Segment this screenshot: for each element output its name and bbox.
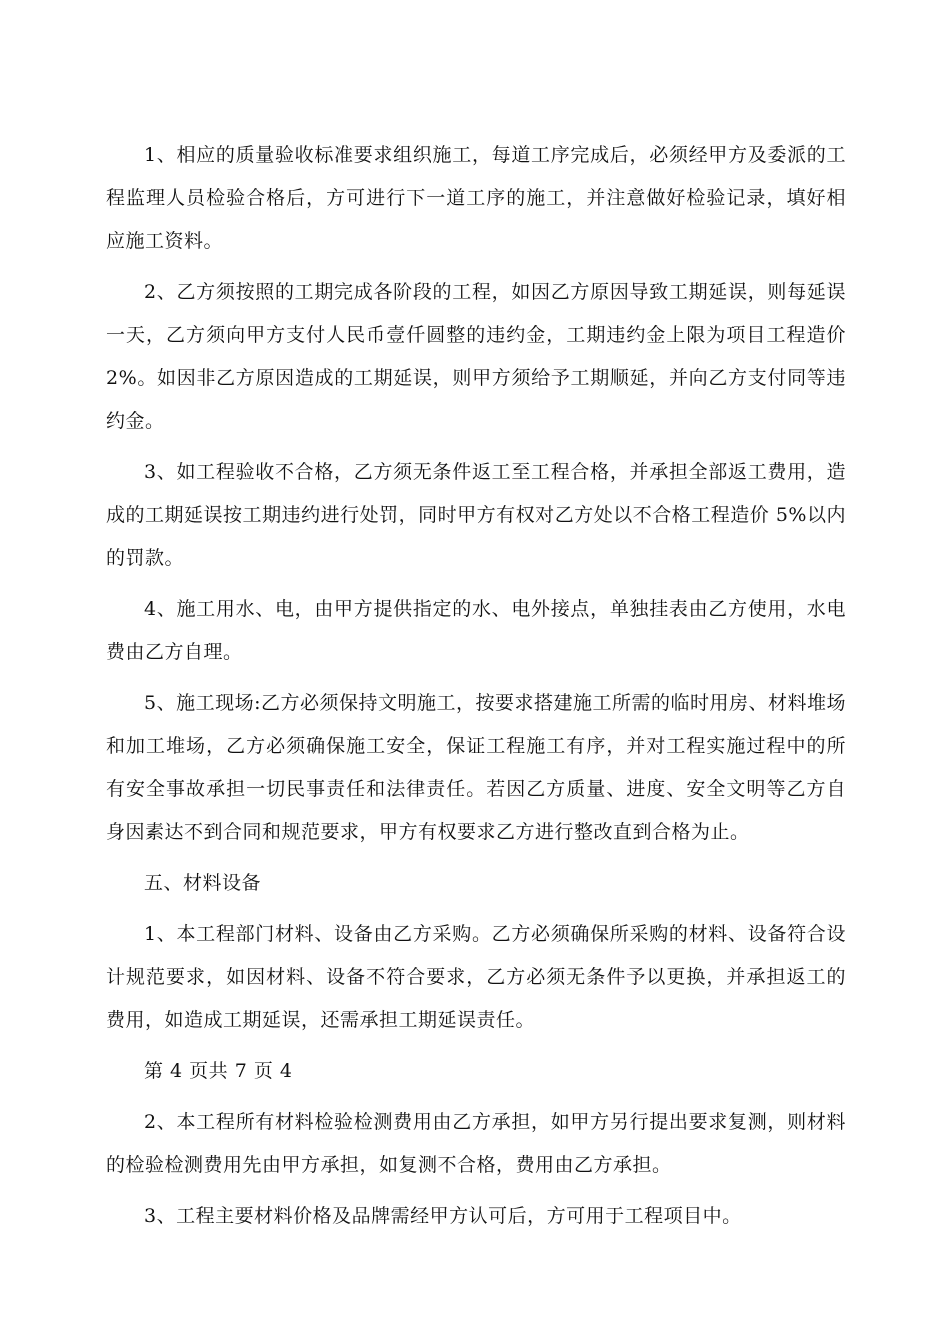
- paragraph-clause-2-schedule-penalty: 2、乙方须按照的工期完成各阶段的工程，如因乙方原因导致工期延误，则每延误一天，乙方须向甲方支付人民币壹仟圆整的违约金，工期违约金上限为项目工程造价 2%。如因非乙方原因造成的工期延误，则甲方须给予工期顺延，并向乙方支付同等违约金。: [106, 281, 846, 432]
- paragraph-materials-3-brand-approval: 3、工程主要材料价格及品牌需经甲方认可后，方可用于工程项目中。: [144, 1205, 742, 1227]
- paragraph-materials-1-procurement: 1、本工程部门材料、设备由乙方采购。乙方必须确保所采购的材料、设备符合设计规范要求，如因材料、设备不符合要求，乙方必须无条件予以更换，并承担返工的费用，如造成工期延误，还需承担工期延误责任。: [106, 923, 846, 1031]
- document-page: [106, 134, 846, 1238]
- paragraph-clause-5-site-safety: 5、施工现场:乙方必须保持文明施工，按要求搭建施工所需的临时用房、材料堆场和加工堆场，乙方必须确保施工安全，保证工程施工有序，并对工程实施过程中的所有安全事故承担一切民事责任和法律责任。若因乙方质量、进度、安全文明等乙方自身因素达不到合同和规范要求，甲方有权要求乙方进行整改直到合格为止。: [106, 692, 846, 843]
- section-heading-materials-equipment: 五、材料设备: [144, 872, 262, 894]
- paragraph-clause-1-quality-acceptance: 1、相应的质量验收标准要求组织施工，每道工序完成后，必须经甲方及委派的工程监理人员检验合格后，方可进行下一道工序的施工，并注意做好检验记录，填好相应施工资料。: [106, 144, 846, 252]
- page-number-line: 第 4 页共 7 页 4: [144, 1060, 293, 1082]
- paragraph-materials-2-testing-fees: 2、本工程所有材料检验检测费用由乙方承担，如甲方另行提出要求复测，则材料的检验检测费用先由甲方承担，如复测不合格，费用由乙方承担。: [106, 1111, 846, 1176]
- paragraph-clause-4-water-electricity: 4、施工用水、电，由甲方提供指定的水、电外接点，单独挂表由乙方使用，水电费由乙方自理。: [106, 598, 846, 663]
- paragraph-clause-3-rework: 3、如工程验收不合格，乙方须无条件返工至工程合格，并承担全部返工费用，造成的工期延误按工期违约进行处罚，同时甲方有权对乙方处以不合格工程造价 5%以内的罚款。: [106, 461, 846, 569]
